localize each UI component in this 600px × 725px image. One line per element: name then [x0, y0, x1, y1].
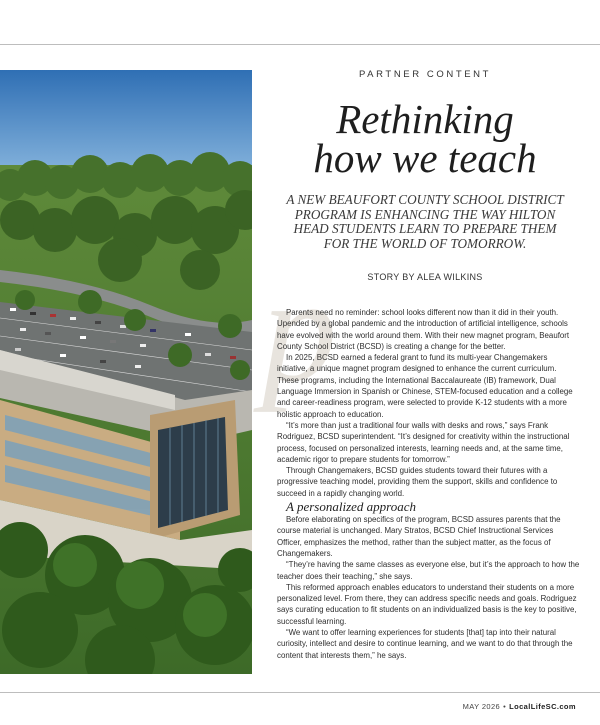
headline-line-1: Rethinking [336, 96, 514, 142]
website-link[interactable]: LocalLifeSC.com [509, 702, 576, 711]
paragraph: Parents need no reminder: school looks different now than it did in their youth. Upended by a global pandemic and the introduction of artificial intelligence, schools have evolved with the world around them. With their new magnet program, Beaufort County School District (BCSD) is creating a change for the better. [277, 308, 570, 351]
bottom-rule [0, 692, 600, 693]
paragraph: “They’re having the same classes as everyone else, but it’s the approach to how the teacher does their teaching,” she says. [277, 560, 580, 581]
paragraph: “We want to offer learning experiences for students [that] tap into their natural curiosity, intellect and desire to continue learning, and we want to do that through the content that interests them,” he says. [277, 628, 573, 660]
paragraph: In 2025, BCSD earned a federal grant to fund its multi-year Changemakers initiative, a unique magnet program designed to enhance the current curriculum. These programs, including the International Baccalaureate (IB) framework, Dual Language Immersion in Spanish or Chinese, STEM-focused education and a college and career-readiness program, were selected to provide K-12 students with a more holistic approach to education. [277, 353, 573, 419]
decorative-drop-cap: p [262, 247, 337, 413]
top-rule [0, 44, 600, 45]
paragraph: Through Changemakers, BCSD guides students toward their futures with a progressive teaching model, providing them the support, skills and confidence to succeed in a rapidly changing world. [277, 466, 558, 498]
partner-content-kicker: PARTNER CONTENT [358, 69, 492, 80]
article-body [277, 307, 580, 661]
headline-line-2: how we teach [313, 135, 537, 181]
headline [270, 96, 580, 181]
issue-date: MAY 2026 [462, 702, 501, 711]
paragraph: Before elaborating on specifics of the program, BCSD assures parents that the course material is unchanged. Mary Stratos, BCSD Chief Instructional Services Officer, emphasizes the method, rather than the subject matter, as the focus of Changemakers. [277, 515, 561, 558]
paragraph: This reformed approach enables educators to understand their students on a more personalized level. From there, they can address specific needs and goals. Rodriguez says curating education to fit students on an individualized basis is the key to positive, successful learning. [277, 582, 577, 626]
school-rendering-photo [0, 70, 252, 674]
footer-separator: • [503, 702, 507, 711]
deck-subtitle: A NEW BEAUFORT COUNTY SCHOOL DISTRICT PROGRAM IS ENHANCING THE WAY HILTON HEAD STUDENTS LEARN TO PREPARE THEM FOR THE WORLD OF TOMORROW. [286, 192, 564, 251]
page-footer [463, 702, 576, 711]
byline: STORY BY ALEA WILKINS [367, 272, 483, 282]
paragraph: “It’s more than just a traditional four walls with desks and rows,” says Frank Rodriguez, BCSD superintendent. “It’s designed for creativity within the instructional process, focused on personalized interests, learning needs and, at the same time, academic rigor to prepare students for tomorrow.” [277, 420, 570, 464]
section-subhead: A personalized approach [286, 499, 416, 515]
